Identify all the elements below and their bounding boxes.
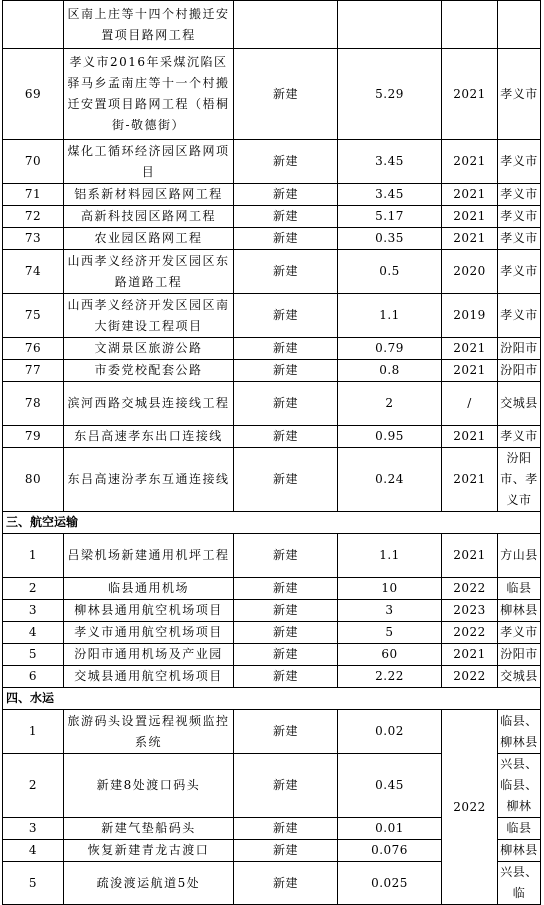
- project-type: [234, 1, 338, 49]
- table-row: [3, 426, 541, 448]
- project-amount: 0.076: [338, 840, 442, 862]
- project-amount: 0.5: [338, 250, 442, 294]
- project-place: 临县: [498, 818, 541, 840]
- row-number: 2: [3, 578, 64, 600]
- project-year: [442, 1, 498, 49]
- project-amount: [338, 1, 442, 49]
- project-year: 2021: [442, 448, 498, 512]
- table-row: [3, 49, 541, 140]
- project-type: 新建: [234, 818, 338, 840]
- project-type: 新建: [234, 862, 338, 905]
- project-year: 2021: [442, 426, 498, 448]
- project-place: 临县、柳林县: [498, 710, 541, 754]
- row-number: 5: [3, 862, 64, 905]
- row-number: 79: [3, 426, 64, 448]
- project-amount: 2: [338, 382, 442, 426]
- project-place: 柳林县: [498, 600, 541, 622]
- row-number: 80: [3, 448, 64, 512]
- project-type: 新建: [234, 666, 338, 688]
- project-name: 东吕高速汾孝东互通连接线: [64, 448, 234, 512]
- project-type: 新建: [234, 140, 338, 184]
- table-row: [3, 294, 541, 338]
- project-place: 汾阳市: [498, 360, 541, 382]
- project-year: 2022: [442, 710, 498, 905]
- row-number: 1: [3, 710, 64, 754]
- project-name: 疏浚渡运航道5处: [64, 862, 234, 905]
- project-type: 新建: [234, 426, 338, 448]
- project-type: 新建: [234, 622, 338, 644]
- project-year: 2022: [442, 578, 498, 600]
- project-amount: 5.17: [338, 206, 442, 228]
- project-place: 临县: [498, 578, 541, 600]
- row-number: 4: [3, 622, 64, 644]
- project-place: 孝义市: [498, 250, 541, 294]
- project-year: 2019: [442, 294, 498, 338]
- project-place: 孝义市: [498, 426, 541, 448]
- project-name: 铝系新材料园区路网工程: [64, 184, 234, 206]
- project-type: 新建: [234, 338, 338, 360]
- project-type: 新建: [234, 206, 338, 228]
- row-number: 5: [3, 644, 64, 666]
- project-name: 煤化工循环经济园区路网项目: [64, 140, 234, 184]
- row-number: [3, 1, 64, 49]
- row-number: 76: [3, 338, 64, 360]
- project-type: 新建: [234, 448, 338, 512]
- project-year: 2021: [442, 228, 498, 250]
- project-name: 农业园区路网工程: [64, 228, 234, 250]
- project-table: [2, 0, 541, 905]
- row-number: 3: [3, 818, 64, 840]
- project-amount: 2.22: [338, 666, 442, 688]
- project-year: 2021: [442, 644, 498, 666]
- project-year: 2021: [442, 534, 498, 578]
- table-row: [3, 140, 541, 184]
- project-type: 新建: [234, 228, 338, 250]
- project-year: 2022: [442, 666, 498, 688]
- section-header-row: [3, 688, 541, 710]
- project-name: 交城县通用航空机场项目: [64, 666, 234, 688]
- project-name: 山西孝义经济开发区园区东路道路工程: [64, 250, 234, 294]
- project-amount: 10: [338, 578, 442, 600]
- project-name: 孝义市2016年采煤沉陷区驿马乡孟南庄等十一个村搬迁安置项目路网工程（梧桐街-敬德街）: [64, 49, 234, 140]
- project-name: 东吕高速孝东出口连接线: [64, 426, 234, 448]
- section-title-water: 四、水运: [3, 688, 541, 710]
- project-amount: 60: [338, 644, 442, 666]
- project-amount: 1.1: [338, 534, 442, 578]
- project-place: 交城县: [498, 382, 541, 426]
- project-amount: 5: [338, 622, 442, 644]
- section-header-row: [3, 512, 541, 534]
- table-row: [3, 338, 541, 360]
- table-row: [3, 622, 541, 644]
- project-amount: 0.95: [338, 426, 442, 448]
- project-name: 文湖景区旅游公路: [64, 338, 234, 360]
- project-amount: 3.45: [338, 184, 442, 206]
- project-year: 2020: [442, 250, 498, 294]
- project-place: 孝义市: [498, 622, 541, 644]
- project-place: 兴县、临县、柳林: [498, 754, 541, 818]
- project-type: 新建: [234, 840, 338, 862]
- project-place: 交城县: [498, 666, 541, 688]
- project-place: 孝义市: [498, 49, 541, 140]
- project-type: 新建: [234, 600, 338, 622]
- project-name: 临县通用机场: [64, 578, 234, 600]
- project-year: 2021: [442, 49, 498, 140]
- project-place: [498, 1, 541, 49]
- project-year: 2021: [442, 360, 498, 382]
- table-row: [3, 250, 541, 294]
- table-row: [3, 600, 541, 622]
- project-type: 新建: [234, 250, 338, 294]
- project-name: 市委党校配套公路: [64, 360, 234, 382]
- project-place: 汾阳市、孝义市: [498, 448, 541, 512]
- table-row: [3, 534, 541, 578]
- project-type: 新建: [234, 360, 338, 382]
- table-row: [3, 228, 541, 250]
- project-type: 新建: [234, 710, 338, 754]
- project-type: 新建: [234, 644, 338, 666]
- project-place: 孝义市: [498, 228, 541, 250]
- row-number: 74: [3, 250, 64, 294]
- table-row: [3, 360, 541, 382]
- project-year: 2023: [442, 600, 498, 622]
- project-type: 新建: [234, 382, 338, 426]
- table-row: [3, 382, 541, 426]
- row-number: 1: [3, 534, 64, 578]
- project-year: 2021: [442, 338, 498, 360]
- project-name: 山西孝义经济开发区园区南大街建设工程项目: [64, 294, 234, 338]
- project-type: 新建: [234, 754, 338, 818]
- project-place: 孝义市: [498, 140, 541, 184]
- project-name: 汾阳市通用机场及产业园: [64, 644, 234, 666]
- table-row: [3, 666, 541, 688]
- row-number: 73: [3, 228, 64, 250]
- project-name: 新建气垫船码头: [64, 818, 234, 840]
- project-name: 吕梁机场新建通用机坪工程: [64, 534, 234, 578]
- project-type: 新建: [234, 534, 338, 578]
- project-amount: 3.45: [338, 140, 442, 184]
- project-amount: 5.29: [338, 49, 442, 140]
- row-number: 4: [3, 840, 64, 862]
- row-number: 77: [3, 360, 64, 382]
- row-number: 71: [3, 184, 64, 206]
- project-place: 方山县: [498, 534, 541, 578]
- project-place: 汾阳市: [498, 644, 541, 666]
- project-type: 新建: [234, 294, 338, 338]
- row-number: 6: [3, 666, 64, 688]
- project-amount: 0.45: [338, 754, 442, 818]
- row-number: 3: [3, 600, 64, 622]
- row-number: 78: [3, 382, 64, 426]
- table-row: [3, 448, 541, 512]
- project-name: 滨河西路交城县连接线工程: [64, 382, 234, 426]
- project-name: 高新科技园区路网工程: [64, 206, 234, 228]
- project-year: 2021: [442, 206, 498, 228]
- table-row: [3, 184, 541, 206]
- project-year: 2022: [442, 622, 498, 644]
- project-name: 区南上庄等十四个村搬迁安置项目路网工程: [64, 1, 234, 49]
- row-number: 69: [3, 49, 64, 140]
- row-number: 72: [3, 206, 64, 228]
- project-name: 新建8处渡口码头: [64, 754, 234, 818]
- row-number: 70: [3, 140, 64, 184]
- table-row: [3, 206, 541, 228]
- project-amount: 0.79: [338, 338, 442, 360]
- project-amount: 0.24: [338, 448, 442, 512]
- project-place: 孝义市: [498, 184, 541, 206]
- table-row: [3, 1, 541, 49]
- project-amount: 0.01: [338, 818, 442, 840]
- project-amount: 0.025: [338, 862, 442, 905]
- table-row: [3, 578, 541, 600]
- row-number: 2: [3, 754, 64, 818]
- project-type: 新建: [234, 184, 338, 206]
- project-name: 旅游码头设置远程视频监控系统: [64, 710, 234, 754]
- project-place: 柳林县: [498, 840, 541, 862]
- project-amount: 0.02: [338, 710, 442, 754]
- project-type: 新建: [234, 49, 338, 140]
- project-name: 孝义市通用航空机场项目: [64, 622, 234, 644]
- project-place: 孝义市: [498, 294, 541, 338]
- table-row: [3, 644, 541, 666]
- row-number: 75: [3, 294, 64, 338]
- section-title-aviation: 三、航空运输: [3, 512, 541, 534]
- project-amount: 0.35: [338, 228, 442, 250]
- project-name: 柳林县通用航空机场项目: [64, 600, 234, 622]
- project-place: 孝义市: [498, 206, 541, 228]
- project-place: 兴县、临: [498, 862, 541, 905]
- project-year: 2021: [442, 140, 498, 184]
- project-year: 2021: [442, 184, 498, 206]
- project-name: 恢复新建青龙古渡口: [64, 840, 234, 862]
- table-row: [3, 710, 541, 754]
- project-year: /: [442, 382, 498, 426]
- project-amount: 0.8: [338, 360, 442, 382]
- project-place: 汾阳市: [498, 338, 541, 360]
- project-amount: 3: [338, 600, 442, 622]
- project-amount: 1.1: [338, 294, 442, 338]
- project-type: 新建: [234, 578, 338, 600]
